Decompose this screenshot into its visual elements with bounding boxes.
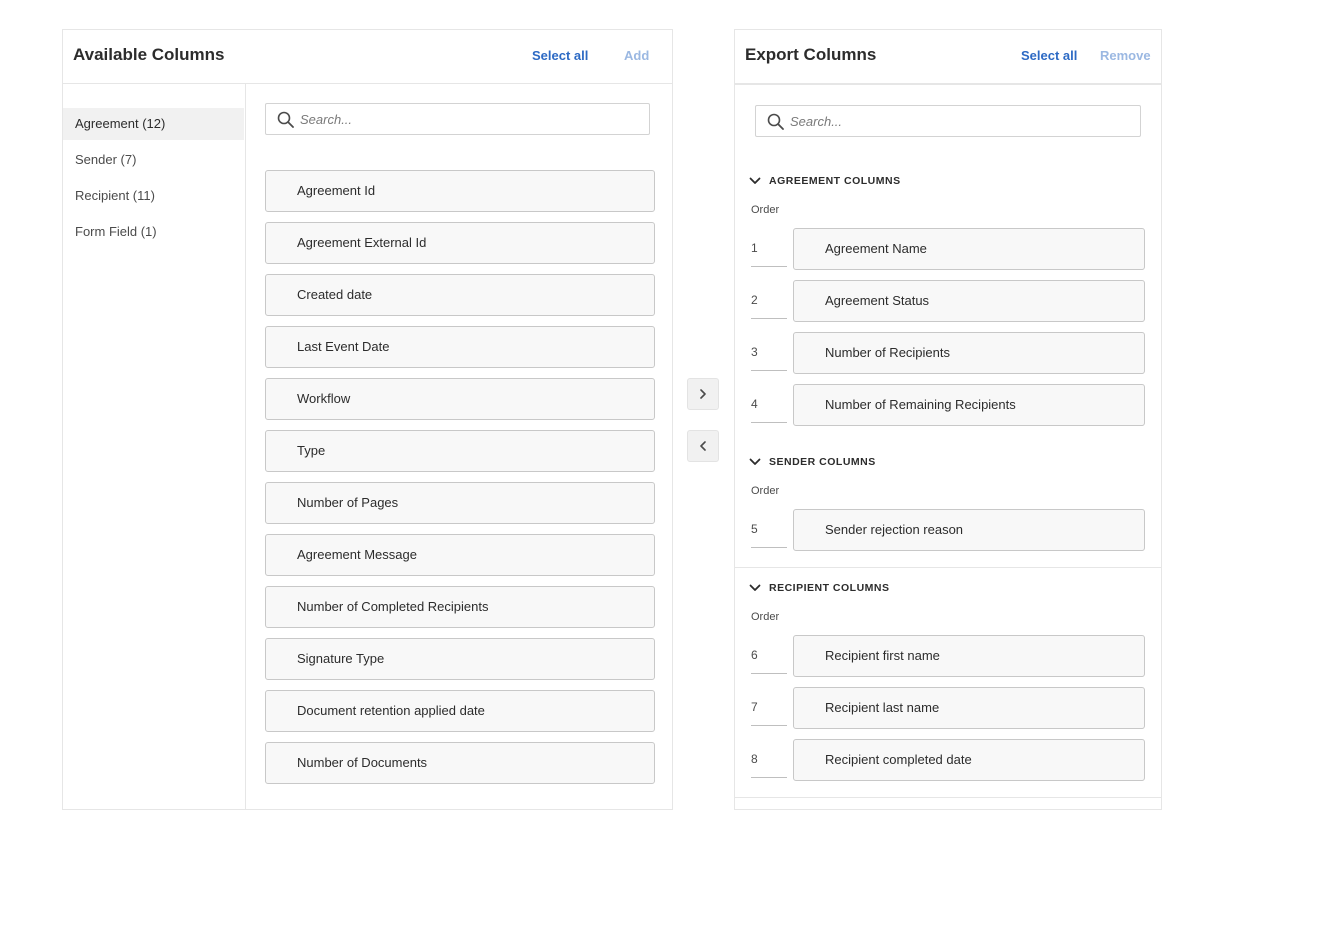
available-column-item[interactable]: Number of Completed Recipients	[265, 586, 655, 628]
search-icon	[277, 111, 295, 129]
chevron-down-icon	[749, 457, 761, 467]
category-list	[63, 84, 246, 809]
category-agreement[interactable]: Agreement (12)	[63, 108, 244, 140]
export-column-item[interactable]: Recipient completed date	[793, 739, 1145, 781]
section-title: AGREEMENT COLUMNS	[769, 175, 901, 187]
chevron-right-icon	[698, 389, 708, 399]
section-title: RECIPIENT COLUMNS	[769, 582, 890, 594]
available-search-box	[265, 103, 650, 135]
category-recipient[interactable]: Recipient (11)	[75, 188, 155, 203]
order-label: Order	[751, 485, 780, 497]
order-label: Order	[751, 204, 780, 216]
section-divider	[735, 567, 1161, 568]
category-sender[interactable]: Sender (7)	[75, 152, 137, 167]
chevron-down-icon	[749, 176, 761, 186]
available-column-item[interactable]: Type	[265, 430, 655, 472]
export-search-input[interactable]	[790, 106, 1134, 136]
section-divider	[735, 797, 1161, 798]
available-column-item[interactable]: Agreement Id	[265, 170, 655, 212]
remove-link[interactable]: Remove	[1100, 48, 1151, 63]
order-label: Order	[751, 611, 780, 623]
remove-from-export-button[interactable]	[687, 430, 719, 462]
available-column-item[interactable]: Created date	[265, 274, 655, 316]
export-column-item[interactable]: Number of Remaining Recipients	[793, 384, 1145, 426]
available-columns-panel	[62, 29, 673, 810]
search-icon	[767, 113, 785, 131]
available-column-item[interactable]: Document retention applied date	[265, 690, 655, 732]
available-column-item[interactable]: Agreement External Id	[265, 222, 655, 264]
available-column-item[interactable]: Agreement Message	[265, 534, 655, 576]
available-columns-title: Available Columns	[73, 45, 225, 64]
export-column-item[interactable]: Recipient first name	[793, 635, 1145, 677]
available-column-item[interactable]: Signature Type	[265, 638, 655, 680]
order-number-field[interactable]: 4	[751, 395, 787, 423]
category-form-field[interactable]: Form Field (1)	[75, 224, 157, 239]
order-number-field[interactable]: 7	[751, 698, 787, 726]
export-column-item[interactable]: Number of Recipients	[793, 332, 1145, 374]
export-column-item[interactable]: Recipient last name	[793, 687, 1145, 729]
order-number-field[interactable]: 8	[751, 750, 787, 778]
export-columns-title: Export Columns	[745, 45, 877, 64]
order-number-field[interactable]: 5	[751, 520, 787, 548]
available-column-item[interactable]: Last Event Date	[265, 326, 655, 368]
order-number-field[interactable]: 1	[751, 239, 787, 267]
chevron-down-icon	[749, 583, 761, 593]
add-link[interactable]: Add	[624, 48, 650, 63]
available-columns-header	[63, 30, 672, 84]
export-column-item[interactable]: Agreement Name	[793, 228, 1145, 270]
export-select-all-link[interactable]: Select all	[1021, 48, 1078, 63]
section-title: SENDER COLUMNS	[769, 456, 876, 468]
available-search-input[interactable]	[300, 104, 643, 134]
export-search-box	[755, 105, 1141, 137]
order-number-field[interactable]: 2	[751, 291, 787, 319]
export-column-item[interactable]: Sender rejection reason	[793, 509, 1145, 551]
export-columns-panel	[734, 29, 1162, 810]
available-column-item[interactable]: Number of Documents	[265, 742, 655, 784]
order-number-field[interactable]: 6	[751, 646, 787, 674]
chevron-left-icon	[698, 441, 708, 451]
available-select-all-link[interactable]: Select all	[532, 48, 589, 63]
add-to-export-button[interactable]	[687, 378, 719, 410]
export-columns-header	[735, 30, 1161, 85]
order-number-field[interactable]: 3	[751, 343, 787, 371]
available-column-item[interactable]: Workflow	[265, 378, 655, 420]
available-column-item[interactable]: Number of Pages	[265, 482, 655, 524]
export-column-item[interactable]: Agreement Status	[793, 280, 1145, 322]
